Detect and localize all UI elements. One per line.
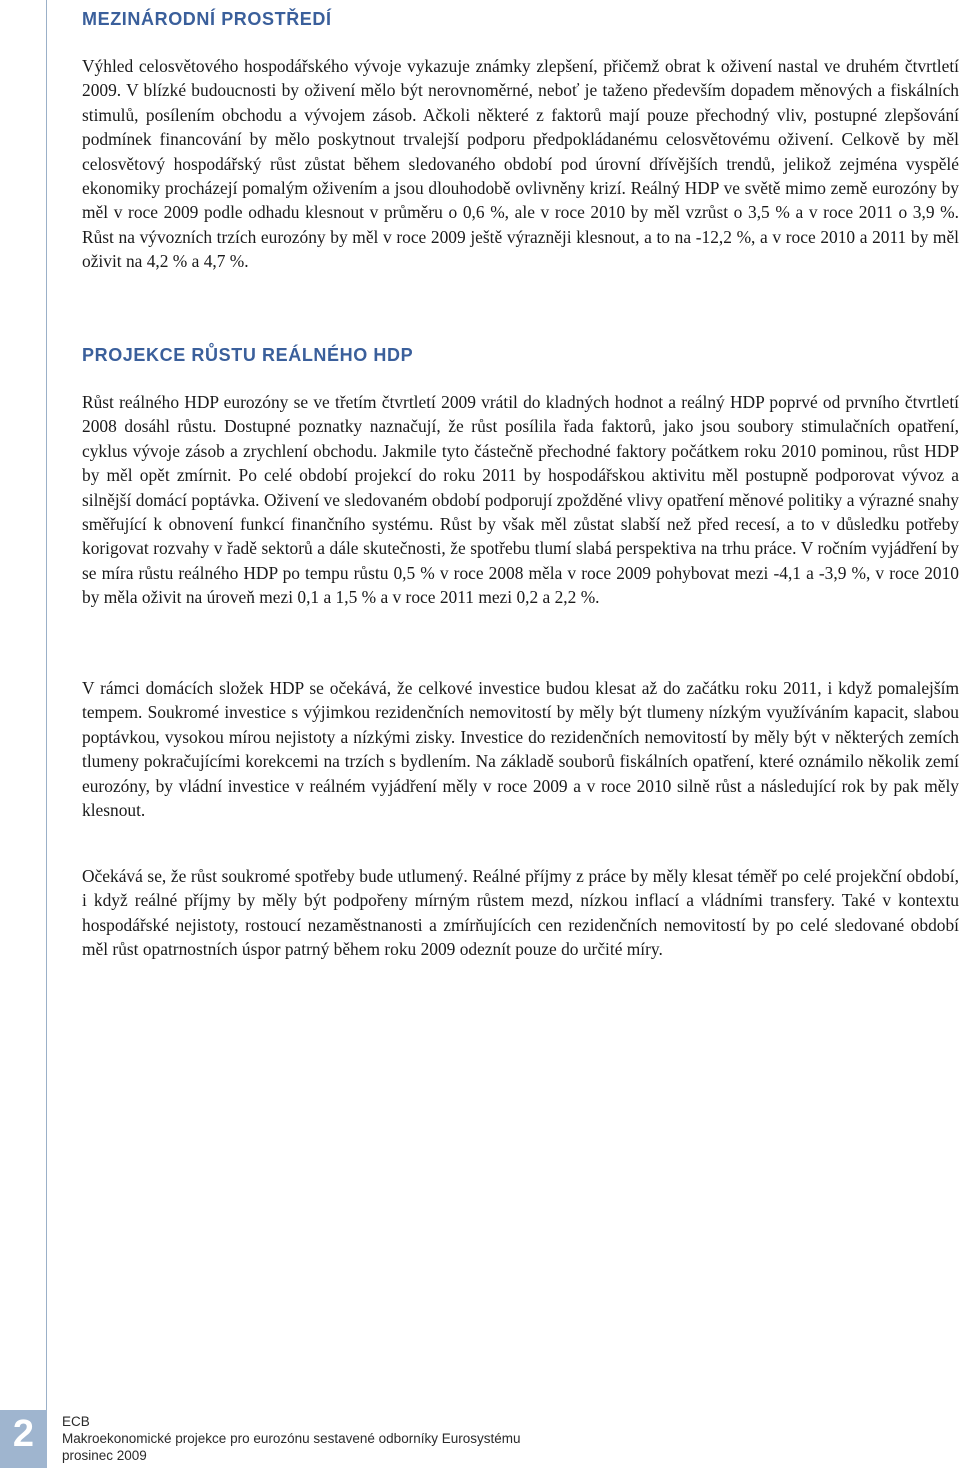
section-heading-gdp-projections: PROJEKCE RŮSTU REÁLNÉHO HDP <box>82 345 414 365</box>
paragraph: Očekává se, že růst soukromé spotřeby bude utlumený. Reálné příjmy z práce by měly klesat téměř po celé projekční období, i když reálné příjmy by měly být podpořeny mírným růstem mezd, nízkou inflací a vládními transfery. Také v kontextu hospodářské nejistoty, rostoucí nezaměstnanosti a zmírňujících cen rezidenčních nemovitostí by po celé sledované období měl růst opatrnostních úspor patrný během roku 2009 odeznít pouze do určité míry. <box>82 866 959 960</box>
paragraph: Výhled celosvětového hospodářského vývoje vykazuje známky zlepšení, přičemž obrat k oživení nastal ve druhém čtvrtletí 2009. V blízké budoucnosti by oživení mělo být nerovnoměrné, neboť je taženo především dopadem měnových a fiskálních stimulů, posílením obchodu a vývojem zásob. Ačkoli některé z faktorů mají pouze přechodný vliv, postupné zlepšování podmínek financování by mělo poskytnout trvalejší podporu předpokládanému celosvětovému oživení. Celkově by měl celosvětový hospodářský růst zůstat během sledovaného období pod úrovní dřívějších trendů, jelikož zejména vyspělé ekonomiky procházejí pomalým oživením a jsou dlouhodobě ovlivněny krizí. Reálný HDP ve světě mimo země eurozóny by měl v roce 2009 podle odhadu klesnout v průměru o 0,6 %, ale v roce 2010 by měl vzrůst o 3,5 % a v roce 2011 o 3,9 %. Růst na vývozních trzích eurozóny by měl v roce 2009 ještě výrazněji klesnout, a to na -12,2 %, a v roce 2010 a 2011 by měl oživit na 4,2 % a 4,7 %. <box>82 56 959 272</box>
footer-date: prosinec 2009 <box>62 1448 147 1463</box>
footer-org: ECB <box>62 1414 90 1429</box>
paragraph: Růst reálného HDP eurozóny se ve třetím čtvrtletí 2009 vrátil do kladných hodnot a reálný HDP poprvé od prvního čtvrtletí 2008 dosáhl růstu. Dostupné poznatky naznačují, že růst posílila řada faktorů, jako jsou soubory stimulačních opatření, cyklus vývoje zásob a zrychlení obchodu. Jakmile tyto částečně přechodné faktory počátkem roku 2010 pominou, růst HDP by měl opět zmírnit. Po celé období projekcí do roku 2011 by hospodářskou aktivitu měl postupně podporovat vývoz a silnější domácí poptávka. Oživení ve sledovaném období podporují zpožděné vlivy opatření měnové politiky a výrazné snahy směřující k obnovení funkcí finančního systému. Růst by však měl zůstat slabší než před recesí, a to v důsledku potřeby korigovat rozvahy v řadě sektorů a dále skutečnosti, že spotřebu tlumí slabá perspektiva na trhu práce. V ročním vyjádření by se míra růstu reálného HDP po tempu růstu 0,5 % v roce 2008 měla v roce 2009 pohybovat mezi -4,1 a -3,9 %, v roce 2010 by měla oživit na úroveň mezi 0,1 a 1,5 % a v roce 2011 mezi 0,2 a 2,2 %. <box>82 392 959 608</box>
footer-publication: Makroekonomické projekce pro eurozónu sestavené odborníky Eurosystému <box>62 1431 521 1446</box>
footer-text <box>62 1413 521 1464</box>
paragraph: V rámci domácích složek HDP se očekává, že celkové investice budou klesat až do začátku roku 2011, i když pomalejším tempem. Soukromé investice s výjimkou rezidenčních nemovitostí by měly být tlumeny nízkým využíváním kapacit, slabou poptávkou, vysokou mírou nejistoty a nízkými zisky. Investice do rezidenčních nemovitostí by měly být v některých zemích tlumeny pokračujícími korekcemi na trzích s bydlením. Na základě souborů fiskálních opatření, které oznámilo několik zemí eurozóny, by vládní investice v reálném vyjádření měly v roce 2009 a v roce 2010 silně růst a následující rok by pak měly klesnout. <box>82 678 959 821</box>
page-footer <box>0 1385 960 1468</box>
left-margin-rule <box>46 0 47 1468</box>
page-number: 2 <box>12 1413 35 1455</box>
section-heading-international: MEZINÁRODNÍ PROSTŘEDÍ <box>82 9 332 29</box>
